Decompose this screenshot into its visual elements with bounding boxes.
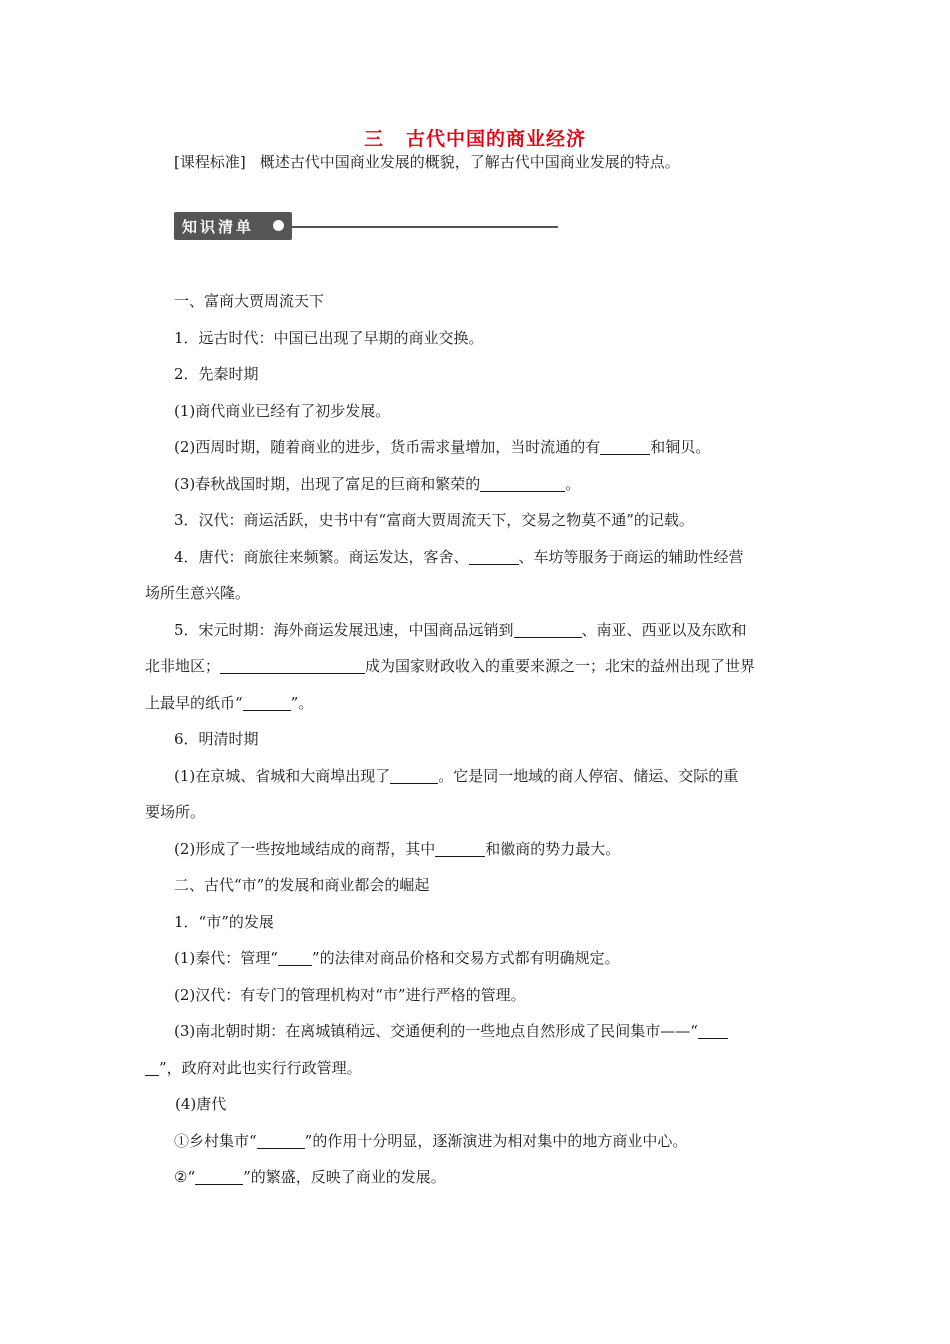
fill-blank[interactable] [195,1169,243,1185]
text: 上最早的纸币“ [145,693,243,712]
sub-item-guild-halls [145,758,810,795]
title-number: 三 [363,128,384,150]
sub-item-qin [145,940,810,977]
fill-blank[interactable] [514,622,582,638]
section-badge-label: 知识清单 [182,218,255,236]
text: 5．宋元时期：海外商运发展迅速，中国商品远销到 [174,620,514,639]
text: 北非地区； [145,657,221,675]
fill-blank[interactable] [390,768,438,784]
sub-item-han [145,977,810,1014]
sub-item-guild-halls-cont [145,794,810,831]
course-standard-text: 概述古代中国商业发展的概貌，了解古代中国商业发展的特点。 [259,153,680,171]
text: ”。 [290,693,314,712]
text: 1．“市”的发展 [174,912,274,931]
text: 场所生意兴隆。 [145,584,251,602]
fill-blank[interactable] [145,1060,159,1076]
sub-item-tang [145,1086,810,1123]
sub-item-tang-villages [145,1123,810,1160]
text: ①乡村集市“ [174,1131,257,1150]
fill-blank[interactable] [469,549,519,565]
knowledge-list [145,283,810,1196]
sub-item-shang [145,393,810,430]
page-title [0,124,950,151]
item-market-development [145,904,810,941]
text: (3)春秋战国时期，出现了富足的巨商和繁荣的 [174,474,481,493]
text: (4)唐代 [175,1095,227,1113]
text: 。它是同一地域的商人停宿、储运、交际的重 [438,766,739,785]
sub-item-tang-markets [145,1159,810,1196]
fill-blank[interactable] [243,695,291,711]
text: ②“ [174,1168,196,1186]
text: ”的法律对商品价格和交易方式都有明确规定。 [311,949,620,967]
text: 4．唐代：商旅往来频繁。商运发达，客舍、 [174,547,469,566]
course-standard-label: [课程标准] [174,153,246,171]
item-tang [145,539,810,576]
text: 。 [565,474,581,493]
sub-item-merchant-groups [145,831,810,868]
item-han [145,502,810,539]
fill-blank[interactable] [600,439,650,455]
text: 6．明清时期 [174,730,259,748]
item-song-yuan-cont2 [145,685,810,722]
text: (1)秦代：管理“ [174,949,278,967]
item-ming-qing [145,721,810,758]
text: 、车坊等服务于商运的辅助性经营 [518,547,744,566]
text: 1．远古时代：中国已出现了早期的商业交换。 [174,328,484,347]
text: (2)汉代：有专门的管理机构对“市”进行严格的管理。 [174,985,526,1004]
text: 和徽商的势力最大。 [485,839,621,858]
course-standard [174,152,680,172]
text: 3．汉代：商运活跃，史书中有“富商大贾周流天下，交易之物莫不通”的记载。 [174,511,694,529]
text: 成为国家财政收入的重要来源之一；北宋的益州出现了世界 [365,657,756,675]
sub-item-western-zhou [145,429,810,466]
text: 要场所。 [145,803,206,821]
fill-blank[interactable] [257,1133,305,1149]
item-song-yuan [145,612,810,649]
fill-blank[interactable] [278,950,312,966]
heading-merchants [145,283,810,320]
text: (3)南北朝时期：在离城镇稍远、交通便利的一些地点自然形成了民间集市——“ [174,1022,698,1040]
text: 2．先秦时期 [174,365,259,383]
text: ”的作用十分明显，逐渐演进为相对集中的地方商业中心。 [304,1131,688,1150]
text: (2)形成了一些按地域结成的商帮，其中 [174,839,436,858]
item-song-yuan-cont [145,648,810,685]
fill-blank[interactable] [698,1023,728,1039]
text: 和铜贝。 [650,438,711,456]
text: 一、富商大贾周流天下 [174,292,325,310]
section-divider [292,226,558,228]
text: ”的繁盛，反映了商业的发展。 [243,1168,446,1186]
section-badge [174,212,292,240]
sub-item-northern-southern [145,1013,810,1050]
text: 二、古代“市”的发展和商业都会的崛起 [174,876,430,894]
item-ancient-era [145,320,810,357]
text: (2)西周时期，随着商业的进步，货币需求量增加，当时流通的有 [174,438,601,456]
fill-blank[interactable] [480,476,565,492]
text: 、南亚、西亚以及东欧和 [581,620,747,639]
text: (1)在京城、省城和大商埠出现了 [174,766,391,785]
text: ”，政府对此也实行行政管理。 [159,1058,362,1077]
item-pre-qin [145,356,810,393]
sub-item-northern-southern-cont [145,1050,810,1087]
bullet-dot-icon [273,220,284,231]
fill-blank[interactable] [435,841,485,857]
text: (1)商代商业已经有了初步发展。 [174,401,391,420]
item-tang-cont [145,575,810,612]
fill-blank[interactable] [220,658,365,674]
sub-item-spring-autumn [145,466,810,503]
heading-markets [145,867,810,904]
title-text: 古代中国的商业经济 [406,128,587,150]
section-header [174,212,558,242]
